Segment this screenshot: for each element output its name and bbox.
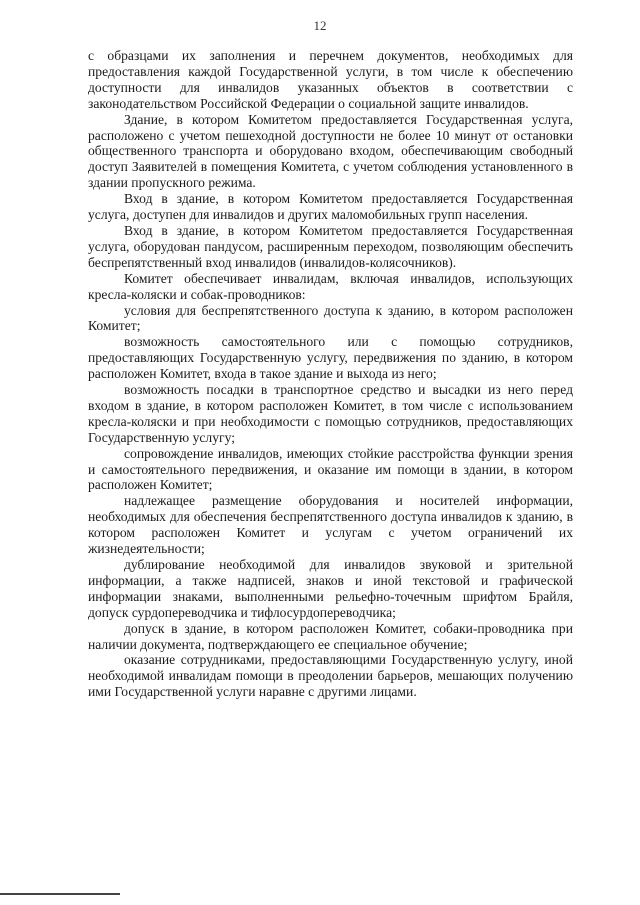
scan-edge-line	[0, 893, 120, 895]
paragraph: дублирование необходимой для инвалидов звуковой и зрительной информации, а также надписей, знаков и иной текстовой и графической информации знаками, выполненными рельефно-точечным шрифтом Брайля, допуск сурдопереводчика и тифлосурдопереводчика;	[88, 557, 573, 620]
paragraph: оказание сотрудниками, предоставляющими Государственную услугу, иной необходимой инвалидам помощи в преодолении барьеров, мешающих получению ими Государственной услуги наравне с другими лицами.	[88, 652, 573, 700]
page-number: 12	[313, 18, 327, 33]
paragraph: надлежащее размещение оборудования и носителей информации, необходимых для обеспечения беспрепятственного доступа инвалидов к зданию, в котором расположен Комитет и услугам с учетом ограничений их жизнедеятельности;	[88, 493, 573, 557]
paragraph: возможность посадки в транспортное средство и высадки из него перед входом в здание, в котором расположен Комитет, в том числе с использованием кресла-коляски и при необходимости с помощью сотрудников, предоставляющих Государственную услугу;	[88, 382, 573, 445]
paragraph: возможность самостоятельного или с помощью сотрудников, предоставляющих Государственную услугу, передвижения по зданию, в котором расположен Комитет, входа в такое здание и выхода из него;	[88, 334, 573, 382]
paragraph: Вход в здание, в котором Комитетом предоставляется Государственная услуга, доступен для инвалидов и других маломобильных групп населения.	[88, 191, 573, 223]
paragraph: с образцами их заполнения и перечнем документов, необходимых для предоставления каждой Государственной услуги, в том числе к обеспечению доступности для инвалидов указанных объектов в соответствии с законодательством Российской Федерации о социальной защите инвалидов.	[88, 48, 573, 111]
paragraph: условия для беспрепятственного доступа к зданию, в котором расположен Комитет;	[88, 302, 573, 334]
paragraph: Комитет обеспечивает инвалидам, включая инвалидов, использующих кресла-коляски и собак-проводников:	[88, 270, 573, 302]
document-body	[88, 48, 573, 700]
paragraph: Здание, в котором Комитетом предоставляется Государственная услуга, расположено с учетом пешеходной доступности не более 10 минут от остановки общественного транспорта и оборудовано входом, обеспечивающим свободный доступ Заявителей в помещения Комитета, с учетом соблюдения установленного в здании пропускного режима.	[88, 111, 573, 191]
paragraph: сопровождение инвалидов, имеющих стойкие расстройства функции зрения и самостоятельного передвижения, и оказание им помощи в здании, в котором расположен Комитет;	[88, 445, 573, 493]
paragraph: Вход в здание, в котором Комитетом предоставляется Государственная услуга, оборудован пандусом, расширенным переходом, позволяющим обеспечить беспрепятственный вход инвалидов (инвалидов-колясочников).	[88, 222, 573, 270]
paragraph: допуск в здание, в котором расположен Комитет, собаки-проводника при наличии документа, подтверждающего ее специальное обучение;	[88, 620, 573, 652]
